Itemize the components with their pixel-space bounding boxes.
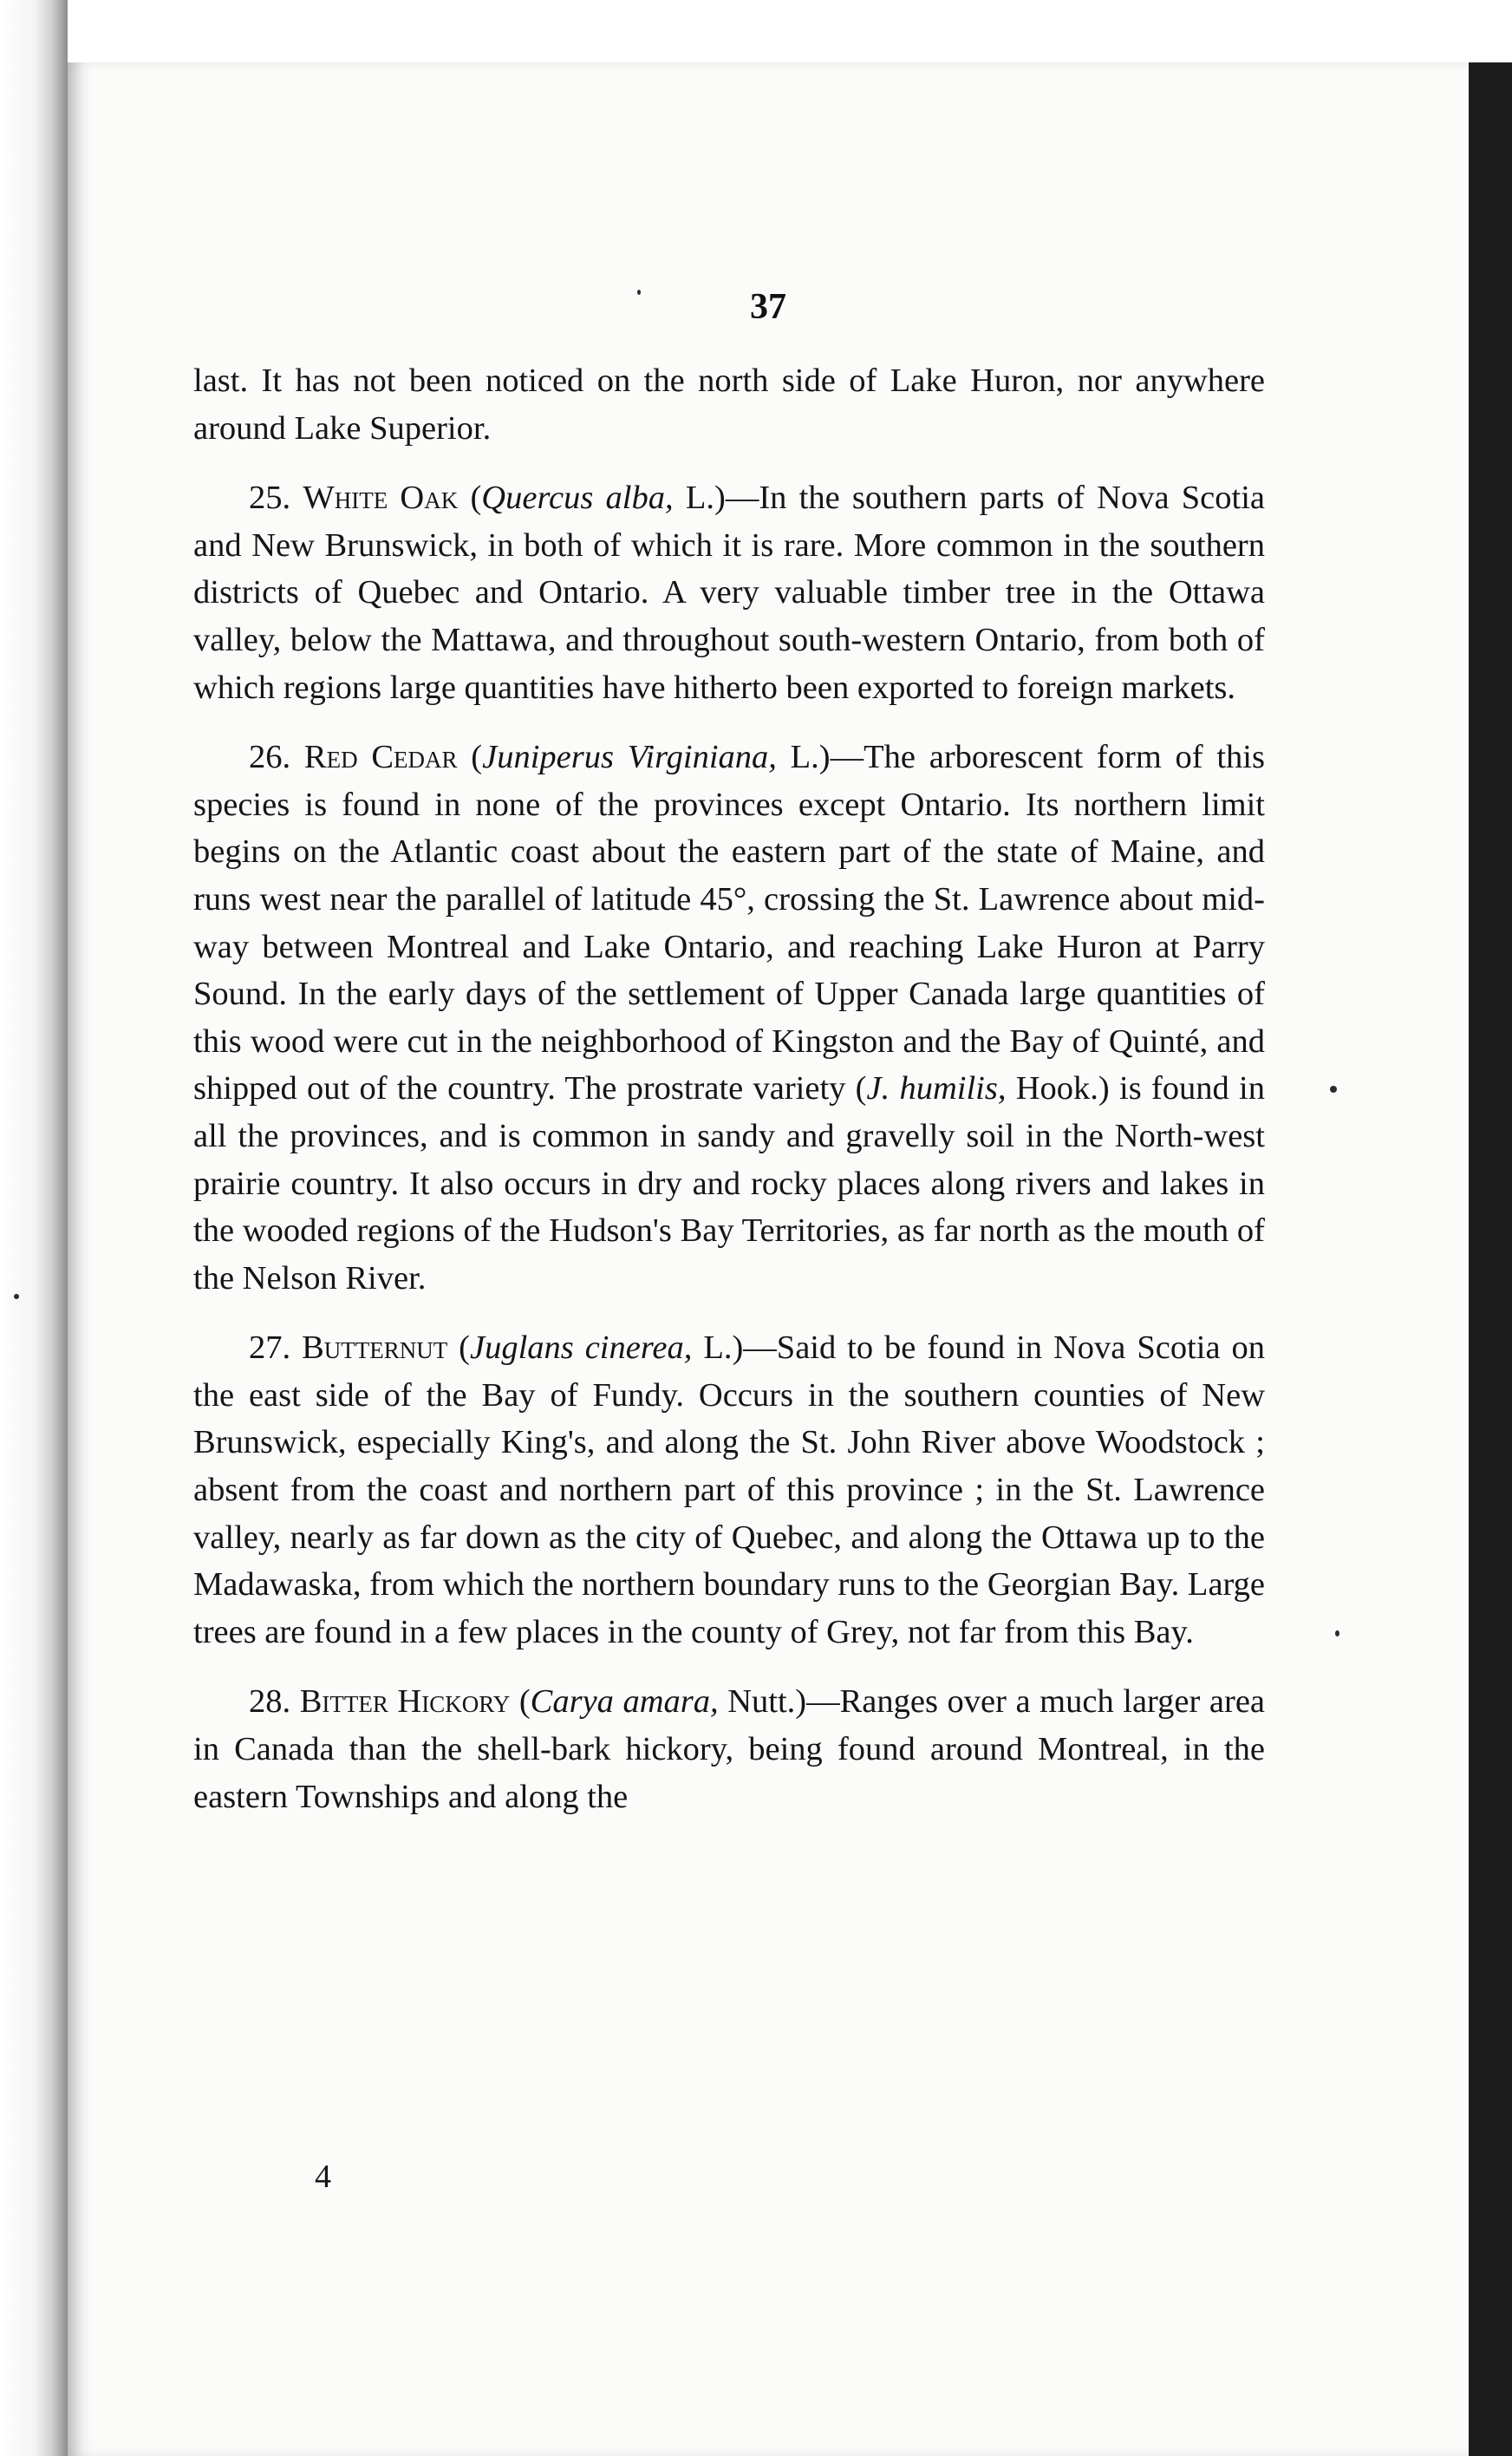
species-common-name: Bitter Hickory — [299, 1683, 511, 1721]
entry-number: 25. — [249, 480, 291, 517]
species-common-name: White Oak — [303, 480, 459, 517]
species-latin-name: Juglans cinerea, — [470, 1329, 693, 1367]
paragraph-bitter-hickory: 28. Bitter Hickory (Carya amara, Nutt.)—Ranges over a much larger area in Canada than the shell-bark hickory, being found around Montreal, in the eastern Townships and along the — [193, 1683, 1266, 1815]
entry-body-continued: Hook.) is found in all the provinces, and is common in sandy and gravelly soil in the North-west prairie country. It also occurs in dry and rocky places along rivers and lakes in the wooded regions of the Hudson's Bay Territories, as far north as the mouth of the Nelson River. — [193, 1070, 1265, 1297]
species-author: L.) — [685, 480, 726, 517]
paragraph-butternut: 27. Butternut (Juglans cinerea, L.)—Said to be found in Nova Scotia on the east side of the Bay of Fundy. Occurs in the southern counties of New Brunswick, especially King's, and along the St. John River above Woodstock ; absent from the coast and northern part of this province ; in the St. Lawrence valley, nearly as far down as the city of Quebec, and along the Ottawa up to the Madawaska, from which the northern boundary runs to the Georgian Bay. Large trees are found in a few places in the county of Grey, not far from this Bay. — [193, 1329, 1266, 1650]
paragraph-continuation: last. It has not been noticed on the north side of Lake Huron, nor anywhere around Lake Superior. — [193, 363, 1265, 447]
page-sheet — [68, 62, 1469, 2456]
scan-speck — [1330, 1086, 1337, 1093]
entry-number: 28. — [249, 1683, 291, 1721]
species-latin-name: Quercus alba, — [481, 480, 674, 517]
scan-speck — [1335, 1630, 1339, 1636]
entry-body: —Ranges over a much larger area in Canada than the shell-bark hickory, being found around Montreal, in the eastern Townships and along the — [193, 1683, 1266, 1815]
scan-speck — [637, 290, 641, 295]
species-author: Nutt.) — [727, 1683, 807, 1721]
entry-body: —The arborescent form of this species is found in none of the provinces except Ontario. Its northern limit begins on the Atlantic coast about the eastern part of the state of Maine, and runs west near the parallel of latitude 45°, crossing the St. Lawrence about mid-way between Montreal and Lake Ontario, and reaching Lake Huron at Parry Sound. In the early days of the settlement of Upper Canada large quantities of this wood were cut in the neighborhood of Kingston and the Bay of Quinté, and shipped out of the country. The prostrate variety ( — [193, 739, 1265, 1107]
paragraph-red-cedar: 26. Red Cedar (Juniperus Virginiana, L.)—The arborescent form of this species is found in none of the provinces except Ontario. Its northern limit begins on the Atlantic coast about the eastern part of the state of Maine, and runs west near the parallel of latitude 45°, crossing the St. Lawrence about mid-way between Montreal and Lake Ontario, and reaching Lake Huron at Parry Sound. In the early days of the settlement of Upper Canada large quantities of this wood were cut in the neighborhood of Kingston and the Bay of Quinté, and shipped out of the country. The prostrate variety (J. humilis, Hook.) is found in all the provinces, and is common in sandy and gravelly soil in the North-west prairie country. It also occurs in dry and rocky places along rivers and lakes in the wooded regions of the Hudson's Bay Territories, as far north as the mouth of the Nelson River. — [193, 739, 1265, 1297]
entry-number: 27. — [249, 1329, 291, 1367]
entry-body: —In the southern parts of Nova Scotia and New Brunswick, in both of which it is rare. More common in the southern districts of Quebec and Ontario. A very valuable timber tree in the Ottawa valley, below the Mattawa, and throughout south-western Ontario, from both of which regions large quantities have hitherto been exported to foreign markets. — [193, 480, 1266, 706]
species-common-name: Red Cedar — [303, 739, 458, 776]
species-author: L.) — [790, 739, 831, 776]
body-text — [193, 357, 1265, 1843]
entry-body: —Said to be found in Nova Scotia on the east side of the Bay of Fundy. Occurs in the southern counties of New Brunswick, especially King's, and along the St. John River above Woodstock ; absent from the coast and northern part of this province ; in the St. Lawrence valley, nearly as far down as the city of Quebec, and along the Ottawa up to the Madawaska, from which the northern boundary runs to the Georgian Bay. Large trees are found in a few places in the county of Grey, not far from this Bay. — [193, 1329, 1266, 1650]
species-latin-name: Carya amara, — [530, 1683, 719, 1721]
scan-speck — [14, 1294, 19, 1299]
scan-top-margin — [68, 0, 1512, 62]
signature-mark: 4 — [315, 2159, 331, 2195]
entry-number: 26. — [249, 739, 291, 776]
variety-latin-name: J. humilis, — [866, 1070, 1007, 1107]
species-latin-name: Juniperus Virginiana, — [482, 739, 777, 776]
book-spine-edge — [0, 0, 68, 2456]
paragraph-white-oak: 25. White Oak (Quercus alba, L.)—In the southern parts of Nova Scotia and New Brunswick, in both of which it is rare. More common in the southern districts of Quebec and Ontario. A very valuable timber tree in the Ottawa valley, below the Mattawa, and throughout south-western Ontario, from both of which regions large quantities have hitherto been exported to foreign markets. — [193, 480, 1266, 706]
species-author: L.) — [703, 1329, 744, 1367]
scan-right-border — [1469, 62, 1512, 2456]
page-number: 37 — [750, 287, 786, 327]
species-common-name: Butternut — [302, 1329, 448, 1367]
